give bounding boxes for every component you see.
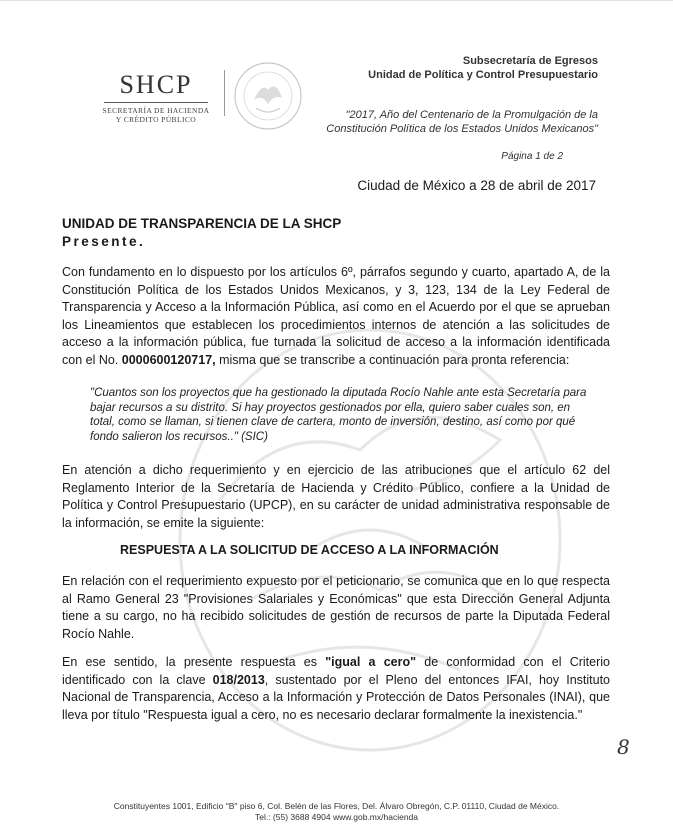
logo-rule (104, 102, 208, 103)
logo-subtitle-2: Y CRÉDITO PÚBLICO (115, 115, 197, 124)
shcp-logo (96, 70, 216, 124)
request-folio: 0000600120717, (121, 352, 216, 367)
paragraph-conclusion (62, 654, 610, 724)
handwritten-mark: 8 (617, 735, 630, 759)
paragraph-response: En relación con el requerimiento expuesto por el peticionario, se comunica que en lo que respecta al Ramo General 23 "Provisiones Salariales y Económicas" que esta Dirección General Adjunta tiene a su cargo, no ha recibido solicitudes de gestión de recursos de parte la Diputada Federal Rocío Nahle. (62, 574, 610, 641)
section-title: RESPUESTA A LA SOLICITUD DE ACCESO A LA INFORMACIÓN (120, 543, 499, 557)
year-motto (278, 108, 598, 136)
footer-contact: Tel.: (55) 3688 4904 www.gob.mx/hacienda (254, 812, 418, 822)
paragraph-attribution: En atención a dicho requerimiento y en ejercicio de las atribuciones que el artículo 62 del Reglamento Interior de la Secretaría de Hacienda y Crédito Público, confiere a la Unidad de Política y Control Presupuestario (UPCP), en su carácter de unidad administrativa responsable de la información, se emite la siguiente: (62, 463, 610, 530)
motto-line-1: "2017, Año del Centenario de la Promulgación de la (345, 109, 598, 121)
logo-subtitle-1: SECRETARÍA DE HACIENDA (102, 106, 210, 115)
paragraph-request (62, 264, 610, 369)
p4-text-a: En ese sentido, la presente respuesta es (62, 655, 326, 669)
addressee (62, 215, 341, 251)
igual-a-cero: "igual a cero" (325, 655, 417, 669)
p4-text-c: , sustentado por el Pleno del entonces IFAI, hoy Instituto Nacional de Transparencia, Acceso a la Información y Protección de Datos Personales (INAI), que lleva por título "Respuesta igual a cero, no es necesario declarar formalmente la inexistencia." (62, 672, 610, 722)
subsecretaria-label: Subsecretaría de Egresos (462, 55, 598, 67)
motto-line-2: Constitución Política de los Estados Unidos Mexicanos" (326, 123, 598, 135)
issuing-office (368, 54, 598, 82)
date-line: Ciudad de México a 28 de abril de 2017 (357, 178, 596, 193)
p1-text-b: misma que se transcribe a continuación para pronta referencia: (215, 352, 570, 367)
addressee-greeting: Presente. (62, 234, 146, 249)
page-number: Página 1 de 2 (501, 151, 563, 162)
addressee-name: UNIDAD DE TRANSPARENCIA DE LA SHCP (62, 216, 342, 231)
unidad-label: Unidad de Política y Control Presupuestario (368, 69, 598, 81)
p1-text-a: Con fundamento en lo dispuesto por los artículos 6º, párrafos segundo y cuarto, apartado A, de la Constitución Política de los Estados Unidos Mexicanos, y 3, 123, 134 de la Ley Federal de Transparencia y Acceso a la Información Pública, así como en el Acuerdo por el que se aprueban los Lineamientos que establecen los procedimientos internos de atención a las solicitudes de acceso a la información pública, fue turnada la solicitud de acceso a la información identificada con el No. (62, 265, 610, 367)
request-quote: "Cuantos son los proyectos que ha gestionado la diputada Rocío Nahle ante esta Secretaría para bajar recursos a su distrito. Si hay proyectos gestionados por ella, quiero saber cuales son, en total, como se llaman, si tienen clave de cartera, monto de inversión, destino, así como por qué fondo salieron los recursos.." (SIC) (90, 387, 587, 443)
logo-divider (224, 70, 225, 116)
top-edge (0, 0, 673, 1)
criterion-key: 018/2013 (212, 672, 265, 687)
p4-text-b: de conformidad con el Criterio identificado con la clave (62, 655, 610, 687)
footer-address: Constituyentes 1001, Edificio "B" piso 6, Col. Belén de las Flores, Del. Álvaro Obregón, C.P. 01110, Ciudad de México. (113, 801, 560, 811)
logo-text: SHCP (119, 70, 193, 99)
footer (0, 801, 673, 823)
